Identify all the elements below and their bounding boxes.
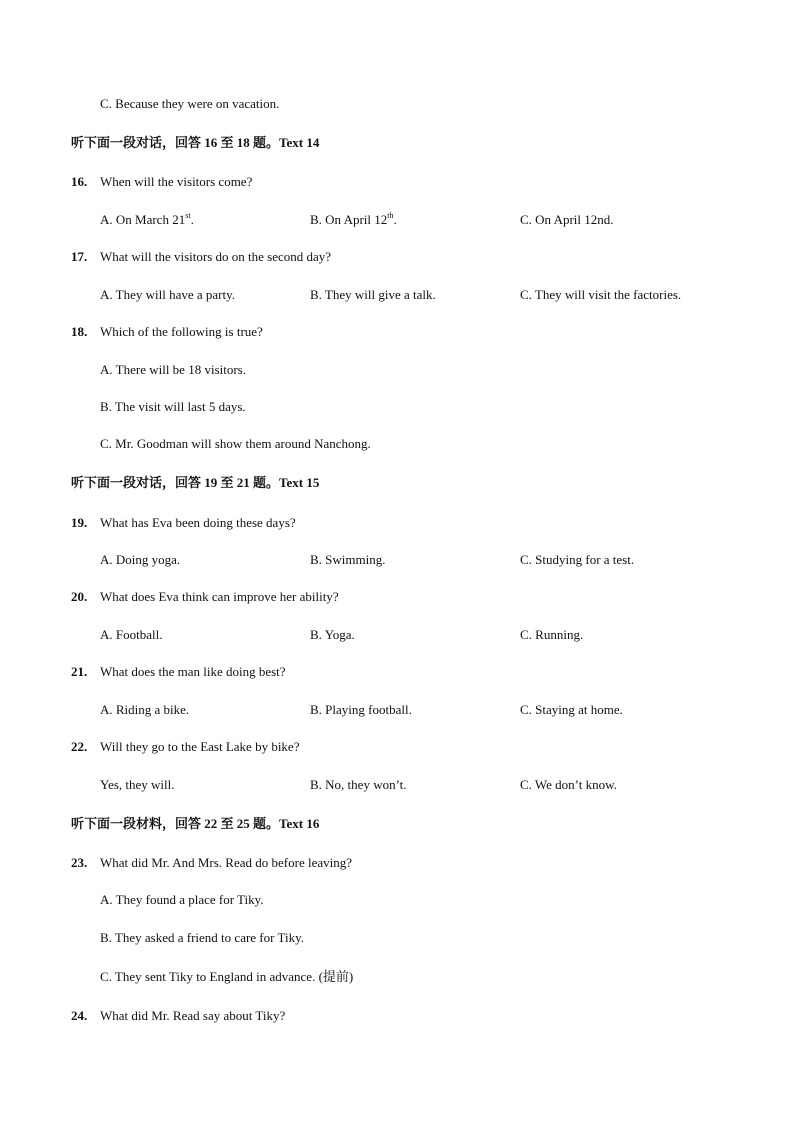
q19-option-b: B. Swimming. — [310, 552, 386, 567]
q23-option-c: C. They sent Tiky to England in advance. (提前) — [100, 969, 354, 984]
question-number: 16. — [71, 174, 88, 189]
question-text: What did Mr. And Mrs. Read do before leaving? — [100, 855, 352, 870]
question-number: 22. — [71, 739, 88, 754]
prev-option-c: C. Because they were on vacation. — [100, 96, 280, 111]
section-header-text14: 听下面一段对话，回答 16 至 18 题。Text 14 — [71, 135, 320, 150]
question-number: 24. — [71, 1008, 88, 1023]
q19-option-a: A. Doing yoga. — [100, 552, 181, 567]
section-header-text16: 听下面一段材料，回答 22 至 25 题。Text 16 — [71, 816, 320, 831]
q23-option-b: B. They asked a friend to care for Tiky. — [100, 930, 304, 945]
question-text: What has Eva been doing these days? — [100, 515, 296, 530]
q22-option-c: C. We don’t know. — [520, 777, 617, 792]
q18-option-b: B. The visit will last 5 days. — [100, 399, 246, 414]
question-text: What does Eva think can improve her ability? — [100, 589, 339, 604]
question-number: 23. — [71, 855, 88, 870]
question-text: Will they go to the East Lake by bike? — [100, 739, 300, 754]
q20-option-a: A. Football. — [100, 627, 163, 642]
question-number: 19. — [71, 515, 88, 530]
question-text: What will the visitors do on the second day? — [100, 249, 332, 264]
q16-option-a: A. On March 21st. — [100, 211, 194, 227]
q20-option-c: C. Running. — [520, 627, 584, 642]
q23-option-a: A. They found a place for Tiky. — [100, 892, 264, 907]
q21-option-a: A. Riding a bike. — [100, 702, 190, 717]
question-text: What does the man like doing best? — [100, 664, 286, 679]
q17-option-b: B. They will give a talk. — [310, 287, 436, 302]
q22-option-a: Yes, they will. — [100, 777, 175, 792]
q18-option-a: A. There will be 18 visitors. — [100, 362, 246, 377]
question-number: 17. — [71, 249, 88, 264]
question-text: What did Mr. Read say about Tiky? — [100, 1008, 286, 1023]
q16-option-b: B. On April 12th. — [310, 211, 397, 227]
q16-option-c: C. On April 12nd. — [520, 212, 614, 227]
question-number: 21. — [71, 664, 88, 679]
q21-option-b: B. Playing football. — [310, 702, 412, 717]
q17-option-a: A. They will have a party. — [100, 287, 236, 302]
q20-option-b: B. Yoga. — [310, 627, 355, 642]
q22-option-b: B. No, they won’t. — [310, 777, 407, 792]
q17-option-c: C. They will visit the factories. — [520, 287, 682, 302]
section-header-text15: 听下面一段对话，回答 19 至 21 题。Text 15 — [71, 475, 320, 490]
q18-option-c: C. Mr. Goodman will show them around Nanchong. — [100, 436, 371, 451]
q21-option-c: C. Staying at home. — [520, 702, 623, 717]
question-number: 18. — [71, 324, 88, 339]
question-number: 20. — [71, 589, 88, 604]
question-text: When will the visitors come? — [100, 174, 253, 189]
question-text: Which of the following is true? — [100, 324, 263, 339]
q19-option-c: C. Studying for a test. — [520, 552, 635, 567]
